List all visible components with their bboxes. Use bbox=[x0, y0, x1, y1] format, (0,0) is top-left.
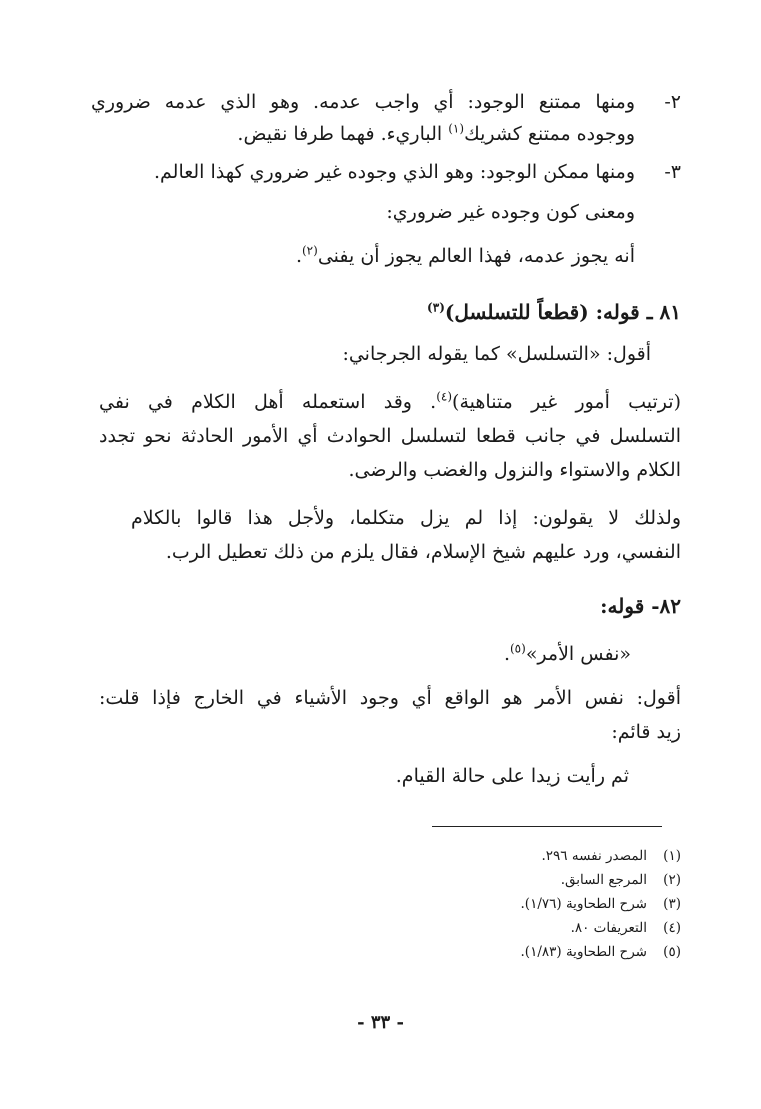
item-3-line-1 bbox=[91, 158, 681, 186]
text: ووجوده ممتنع كشريك bbox=[464, 123, 635, 145]
footnote-ref: (٢) bbox=[301, 243, 318, 258]
text: (ترتيب أمور غير متناهية) bbox=[452, 391, 681, 413]
heading-81 bbox=[91, 298, 681, 326]
paragraph-line bbox=[99, 684, 681, 712]
item-2-line-1 bbox=[91, 88, 681, 116]
footnote-ref: (١) bbox=[448, 121, 465, 136]
text: «نفس الأمر» bbox=[525, 643, 631, 665]
paragraph-line bbox=[99, 388, 681, 416]
footnote bbox=[571, 918, 681, 938]
footnote-ref: (٤) bbox=[436, 389, 453, 404]
text: . وقد استعمله أهل الكلام في نفي bbox=[99, 391, 437, 413]
paragraph-line bbox=[99, 456, 681, 484]
footnote-text: المرجع السابق. bbox=[560, 872, 647, 888]
text: ومنها ممكن الوجود: وهو الذي وجوده غير ضروري كهذا العالم. bbox=[153, 161, 635, 183]
footnote bbox=[521, 894, 681, 914]
footnote-number: (٣) bbox=[663, 896, 681, 912]
text: . bbox=[503, 643, 510, 665]
paragraph-line bbox=[91, 340, 651, 368]
footnote-text: شرح الطحاوية (١/٨٣). bbox=[520, 944, 647, 960]
paragraph-line bbox=[99, 538, 681, 566]
heading-82 bbox=[91, 592, 681, 620]
text: زيد قائم: bbox=[611, 721, 681, 743]
footnote-text: التعريفات ٨٠. bbox=[570, 920, 647, 936]
text: ولذلك لا يقولون: إذا لم يزل متكلما، ولأجل هذا قالوا بالكلام bbox=[131, 507, 681, 529]
paragraph-line bbox=[91, 640, 631, 668]
footnote-text: شرح الطحاوية (١/٧٦). bbox=[520, 896, 647, 912]
item-2-line-2 bbox=[91, 120, 635, 148]
item-3-line-2 bbox=[91, 198, 635, 226]
footnote-number: (٢) bbox=[663, 872, 681, 888]
footnote bbox=[561, 870, 681, 890]
text: . bbox=[295, 245, 302, 267]
page-number: - ٣٣ - bbox=[357, 1012, 404, 1033]
footnote-ref: (٥) bbox=[509, 641, 526, 656]
text: أقول: نفس الأمر هو الواقع أي وجود الأشياء في الخارج فإذا قلت: bbox=[99, 687, 681, 709]
text: أقول: «التسلسل» كما يقوله الجرجاني: bbox=[342, 343, 651, 365]
heading-text: ٨١ ـ قوله: (قطعاً للتسلسل) bbox=[444, 300, 681, 324]
text: أنه يجوز عدمه، فهذا العالم يجوز أن يفنى bbox=[317, 245, 635, 267]
text: التسلسل في جانب قطعا لتسلسل الحوادث أي الأمور الحادثة نحو تجدد bbox=[99, 425, 681, 447]
footnote bbox=[542, 846, 682, 866]
heading-text: ٨٢- قوله: bbox=[600, 594, 681, 618]
text: ثم رأيت زيدا على حالة القيام. bbox=[395, 765, 629, 787]
paragraph-line bbox=[99, 718, 681, 746]
item-number: ٣- bbox=[664, 161, 681, 183]
paragraph-line bbox=[99, 422, 681, 450]
text: ومعنى كون وجوده غير ضروري: bbox=[386, 201, 635, 223]
paragraph-line bbox=[131, 504, 681, 532]
footnote-number: (١) bbox=[663, 848, 681, 864]
text: النفسي، ورد عليهم شيخ الإسلام، فقال يلزم من ذلك تعطيل الرب. bbox=[165, 541, 681, 563]
footnote-number: (٥) bbox=[663, 944, 681, 960]
paragraph-line bbox=[91, 762, 629, 790]
text: الباريء. فهما طرفا نقيض. bbox=[237, 123, 443, 145]
text: الكلام والاستواء والنزول والغضب والرضى. bbox=[348, 459, 681, 481]
text: ومنها ممتنع الوجود: أي واجب عدمه. وهو الذي عدمه ضروري bbox=[91, 91, 635, 113]
footnote-ref: (٣) bbox=[427, 300, 445, 315]
footnote-separator bbox=[432, 826, 662, 827]
footnote-number: (٤) bbox=[663, 920, 681, 936]
footnote bbox=[521, 942, 681, 962]
item-3-line-3 bbox=[91, 242, 635, 270]
item-number: ٢- bbox=[664, 91, 681, 113]
footnote-text: المصدر نفسه ٢٩٦. bbox=[541, 848, 647, 864]
